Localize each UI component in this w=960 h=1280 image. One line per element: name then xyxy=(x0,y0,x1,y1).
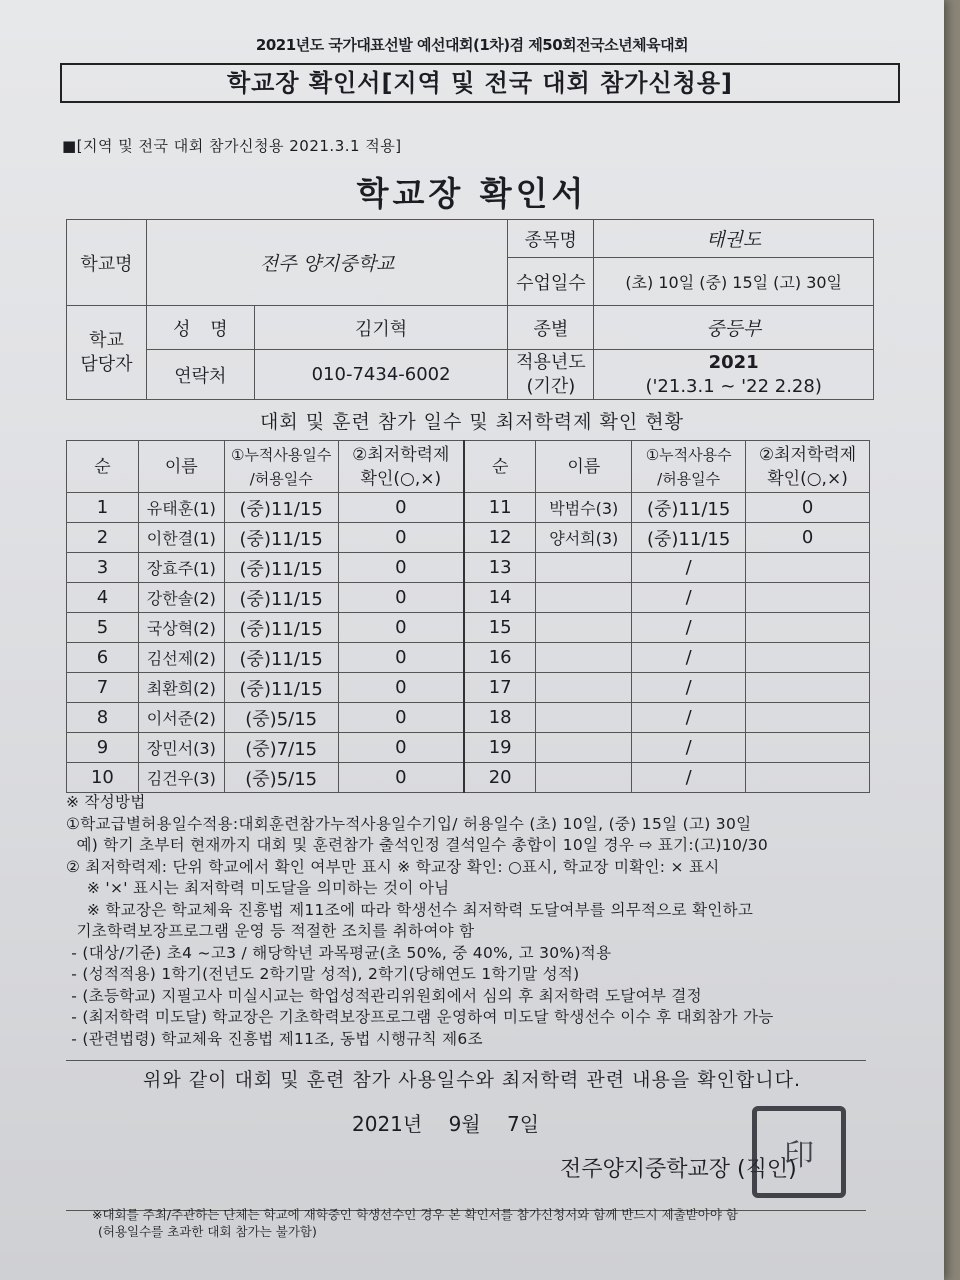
days-used: (중)7/15 xyxy=(224,733,338,763)
notice-line: ■[지역 및 전국 대회 참가신청용 2021.3.1 적용] xyxy=(62,137,402,155)
academic-check: 0 xyxy=(338,523,464,553)
row-number: 6 xyxy=(67,643,139,673)
school-name: 전주 양지중학교 xyxy=(146,220,508,306)
academic-check: 0 xyxy=(746,493,870,523)
sport-label: 종목명 xyxy=(508,220,594,258)
student-name: 강한솔(2) xyxy=(138,583,224,613)
year-cell xyxy=(594,350,874,400)
table-body xyxy=(67,493,870,793)
days-used: / xyxy=(632,763,746,793)
header-days: ①누적사용일수 /허용일수 xyxy=(224,441,338,493)
academic-check xyxy=(746,583,870,613)
division-value: 중등부 xyxy=(594,306,874,350)
table-row xyxy=(67,763,870,793)
name-label: 성 명 xyxy=(146,306,254,350)
instruction-line: ② 최저학력제: 단위 학교에서 확인 여부만 표시 ※ 학교장 확인: ○표시, 학교장 미확인: × 표시 xyxy=(66,857,720,876)
header-days-right: ①누적사용수 /허용일수 xyxy=(632,441,746,493)
days-used: (중)11/15 xyxy=(224,643,338,673)
footnote-line: ※대회를 주최/주관하는 단체는 학교에 재학중인 학생선수인 경우 본 확인서를 참가신청서와 함께 반드시 제출받아야 함 xyxy=(92,1207,738,1222)
instruction-line: ※ 작성방법 xyxy=(66,793,146,811)
sport-value: 태권도 xyxy=(594,220,874,258)
academic-check xyxy=(746,673,870,703)
academic-check xyxy=(746,553,870,583)
instruction-line: ①학교급별허용일수적용:대회훈련참가누적사용일수기입/ 허용일수 (초) 10일, (중) 15일 (고) 30일 xyxy=(66,814,752,833)
year-value: 2021 xyxy=(708,351,759,373)
student-name: 최환희(2) xyxy=(138,673,224,703)
row-number: 11 xyxy=(464,493,536,523)
row-number: 8 xyxy=(67,703,139,733)
row-number: 19 xyxy=(464,733,536,763)
days-used: (중)11/15 xyxy=(224,523,338,553)
row-number: 17 xyxy=(464,673,536,703)
manager-label: 학교 담당자 xyxy=(67,306,147,400)
academic-check: 0 xyxy=(338,763,464,793)
days-used: (중)11/15 xyxy=(224,613,338,643)
student-name: 장민서(3) xyxy=(138,733,224,763)
instruction-line: - (최저학력 미도달) 학교장은 기초학력보장프로그램 운영하여 미도달 학생선수 이수 후 대회참가 가능 xyxy=(66,1008,774,1026)
year-label: 적용년도 (기간) xyxy=(508,350,594,400)
manager-name: 김기혁 xyxy=(254,306,508,350)
table-row xyxy=(67,553,870,583)
table-subtitle: 대회 및 훈련 참가 일수 및 최저학력제 확인 현황 xyxy=(259,411,685,433)
student-name xyxy=(536,733,632,763)
confirmation-statement: 위와 같이 대회 및 훈련 참가 사용일수와 최저학력 관련 내용을 확인합니다. xyxy=(142,1069,802,1091)
class-days-value: (초) 10일 (중) 15일 (고) 30일 xyxy=(594,258,874,306)
header-check: ②최저학력제 확인(○,×) xyxy=(338,441,464,493)
days-used: / xyxy=(632,583,746,613)
instruction-line: - (초등학교) 지필고사 미실시교는 학업성적관리위원회에서 심의 후 최저학력 도달여부 결정 xyxy=(66,986,702,1005)
days-used: (중)11/15 xyxy=(632,493,746,523)
academic-check: 0 xyxy=(746,523,870,553)
student-name: 박범수(3) xyxy=(536,493,632,523)
days-used: (중)11/15 xyxy=(224,553,338,583)
instruction-line: ※ '×' 표시는 최저학력 미도달을 의미하는 것이 아님 xyxy=(66,879,450,897)
table-row xyxy=(67,583,870,613)
student-name: 이서준(2) xyxy=(138,703,224,733)
instruction-line: 기초학력보장프로그램 운영 등 적절한 조치를 취하여야 함 xyxy=(66,922,475,940)
days-used: (중)11/15 xyxy=(632,523,746,553)
student-name: 양서희(3) xyxy=(536,523,632,553)
row-number: 12 xyxy=(464,523,536,553)
student-name xyxy=(536,703,632,733)
academic-check xyxy=(746,733,870,763)
row-number: 9 xyxy=(67,733,139,763)
row-number: 20 xyxy=(464,763,536,793)
days-used: (중)11/15 xyxy=(224,673,338,703)
row-number: 10 xyxy=(67,763,139,793)
days-used: (중)11/15 xyxy=(224,493,338,523)
division-label: 종별 xyxy=(508,306,594,350)
table-row xyxy=(67,703,870,733)
academic-check xyxy=(746,613,870,643)
footnote xyxy=(92,1206,872,1240)
student-name xyxy=(536,763,632,793)
academic-check: 0 xyxy=(338,733,464,763)
header-no-right: 순 xyxy=(464,441,536,493)
days-used: / xyxy=(632,733,746,763)
school-label: 학교명 xyxy=(67,220,147,306)
days-used: (중)5/15 xyxy=(224,763,338,793)
student-name: 김선제(2) xyxy=(138,643,224,673)
days-used: (중)11/15 xyxy=(224,583,338,613)
row-number: 7 xyxy=(67,673,139,703)
days-used: / xyxy=(632,553,746,583)
academic-check: 0 xyxy=(338,643,464,673)
row-number: 4 xyxy=(67,583,139,613)
student-name xyxy=(536,643,632,673)
divider xyxy=(66,1060,866,1061)
contact-value: 010-7434-6002 xyxy=(254,350,508,400)
row-number: 13 xyxy=(464,553,536,583)
header-no: 순 xyxy=(67,441,139,493)
period-value: ('21.3.1 ~ '22 2.28) xyxy=(645,375,822,397)
instruction-line: - (관련법령) 학교체육 진흥법 제11조, 동법 시행규칙 제6조 xyxy=(66,1029,483,1048)
document-title: 학교장 확인서 xyxy=(356,174,588,213)
event-line: 2021년도 국가대표선발 예선대회(1차)겸 제50회전국소년체육대회 xyxy=(255,36,689,54)
info-table xyxy=(66,219,874,400)
table-row xyxy=(67,493,870,523)
contact-label: 연락처 xyxy=(146,350,254,400)
academic-check: 0 xyxy=(338,613,464,643)
row-number: 3 xyxy=(67,553,139,583)
official-seal: 印 xyxy=(752,1106,846,1198)
student-name xyxy=(536,613,632,643)
table-row xyxy=(67,613,870,643)
header-name: 이름 xyxy=(138,441,224,493)
table-row xyxy=(67,643,870,673)
student-name: 국상혁(2) xyxy=(138,613,224,643)
academic-check xyxy=(746,763,870,793)
academic-check: 0 xyxy=(338,553,464,583)
table-row xyxy=(67,733,870,763)
row-number: 14 xyxy=(464,583,536,613)
student-name: 유태훈(1) xyxy=(138,493,224,523)
row-number: 2 xyxy=(67,523,139,553)
instruction-line: ※ 학교장은 학교체육 진흥법 제11조에 따라 학생선수 최저학력 도달여부를 의무적으로 확인하고 xyxy=(66,900,754,919)
row-number: 15 xyxy=(464,613,536,643)
student-name xyxy=(536,583,632,613)
academic-check xyxy=(746,643,870,673)
days-used: / xyxy=(632,643,746,673)
student-name: 장효주(1) xyxy=(138,553,224,583)
signer-name: 전주양지중학교장 (직인) xyxy=(560,1157,797,1182)
days-used: / xyxy=(632,703,746,733)
academic-check xyxy=(746,703,870,733)
signature-date: 2021년 9월 7일 xyxy=(352,1112,540,1136)
row-number: 18 xyxy=(464,703,536,733)
instruction-line: 예) 학기 초부터 현재까지 대회 및 훈련참가 출석인정 결석일수 총합이 10일 경우 ⇨ 표기:(고)10/30 xyxy=(66,836,769,854)
academic-check: 0 xyxy=(338,583,464,613)
class-days-label: 수업일수 xyxy=(508,258,594,306)
table-row xyxy=(67,523,870,553)
participation-table xyxy=(66,440,870,793)
table-header-row xyxy=(67,441,870,493)
instructions xyxy=(66,792,886,1050)
header-name-right: 이름 xyxy=(536,441,632,493)
student-name xyxy=(536,553,632,583)
row-number: 1 xyxy=(67,493,139,523)
days-used: / xyxy=(632,673,746,703)
academic-check: 0 xyxy=(338,493,464,523)
row-number: 5 xyxy=(67,613,139,643)
instruction-line: - (성적적용) 1학기(전년도 2학기말 성적), 2학기(당해연도 1학기말 성적) xyxy=(66,965,580,983)
banner-title: 학교장 확인서[지역 및 전국 대회 참가신청용] xyxy=(60,63,900,103)
academic-check: 0 xyxy=(338,703,464,733)
row-number: 16 xyxy=(464,643,536,673)
student-name: 김건우(3) xyxy=(138,763,224,793)
table-row xyxy=(67,673,870,703)
student-name: 이한결(1) xyxy=(138,523,224,553)
days-used: / xyxy=(632,613,746,643)
instruction-line: - (대상/기준) 초4 ~고3 / 해당학년 과목평균(초 50%, 중 40%, 고 30%)적용 xyxy=(66,943,612,962)
header-check-right: ②최저학력제 확인(○,×) xyxy=(746,441,870,493)
student-name xyxy=(536,673,632,703)
days-used: (중)5/15 xyxy=(224,703,338,733)
footnote-line: (허용일수를 초과한 대회 참가는 불가함) xyxy=(98,1224,317,1239)
academic-check: 0 xyxy=(338,673,464,703)
